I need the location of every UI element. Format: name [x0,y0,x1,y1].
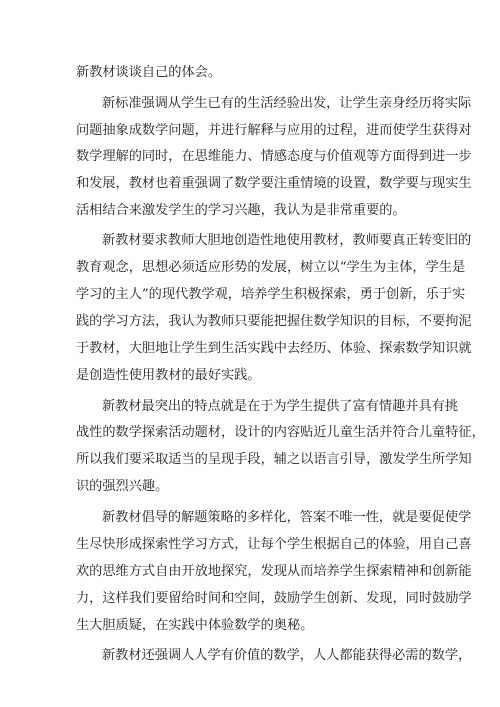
text-line: 战性的数学探索活动题材，设计的内容贴近儿童生活并符合儿童特征， [76,425,485,440]
text-line: 践的学习方法，我认为教师只要能把握住数学知识的目标，不要拘泥 [76,314,472,329]
text-line: 问题抽象成数学问题，并进行解释与应用的过程，进而使学生获得对 [76,123,472,138]
text-line: 教育观念，思想必须适应形势的发展，树立以“学生为主体，学生是 [76,260,466,275]
text-line: 新教材要求教师大胆地创造性地使用教材，教师要真正转变旧的 [102,233,472,248]
text-line: 生大胆质疑，在实践中体验数学的奥秘。 [76,618,314,633]
text-line: 新教材谈谈自己的体会。 [76,65,222,80]
text-line: 数学理解的同时，在思维能力、情感态度与价值观等方面得到进一步 [76,149,472,164]
text-line: 欢的思维方式自由开放地探究，发现从而培养学生探索精神和创新能 [76,564,472,579]
text-line: 新教材最突出的特点就是在于为学生提供了富有情趣并具有挑 [102,399,459,414]
text-line: 于教材，大胆地让学生到生活实践中去经历、体验、探索数学知识就 [76,341,472,356]
text-line: 新教材倡导的解题策略的多样化，答案不唯一性，就是要促使学 [102,510,472,525]
text-line: 新教材还强调人人学有价值的数学，人人都能获得必需的数学， [102,648,472,663]
text-line: 所以我们要采取适当的呈现手段，辅之以语言引导，激发学生所学知 [76,452,472,467]
text-line: 活相结合来激发学生的学习兴趣，我认为是非常重要的。 [76,203,406,218]
text-line: 学习的主人”的现代教学观，培养学生积极探索，勇于创新，乐于实 [76,287,466,302]
text-line: 力，这样我们要留给时间和空间，鼓励学生创新、发现，同时鼓励学 [76,591,472,606]
text-line: 是创造性使用教材的最好实践。 [76,368,261,383]
text-line: 识的强烈兴趣。 [76,479,169,494]
text-line: 和发展，教材也着重强调了数学要注重情境的设置，数学要与现实生 [76,176,472,191]
text-line: 新标准强调从学生已有的生活经验出发，让学生亲身经历将实际 [102,96,472,111]
text-line: 生尽快形成探索性学习方式，让每个学生根据自己的体验，用自己喜 [76,537,472,552]
